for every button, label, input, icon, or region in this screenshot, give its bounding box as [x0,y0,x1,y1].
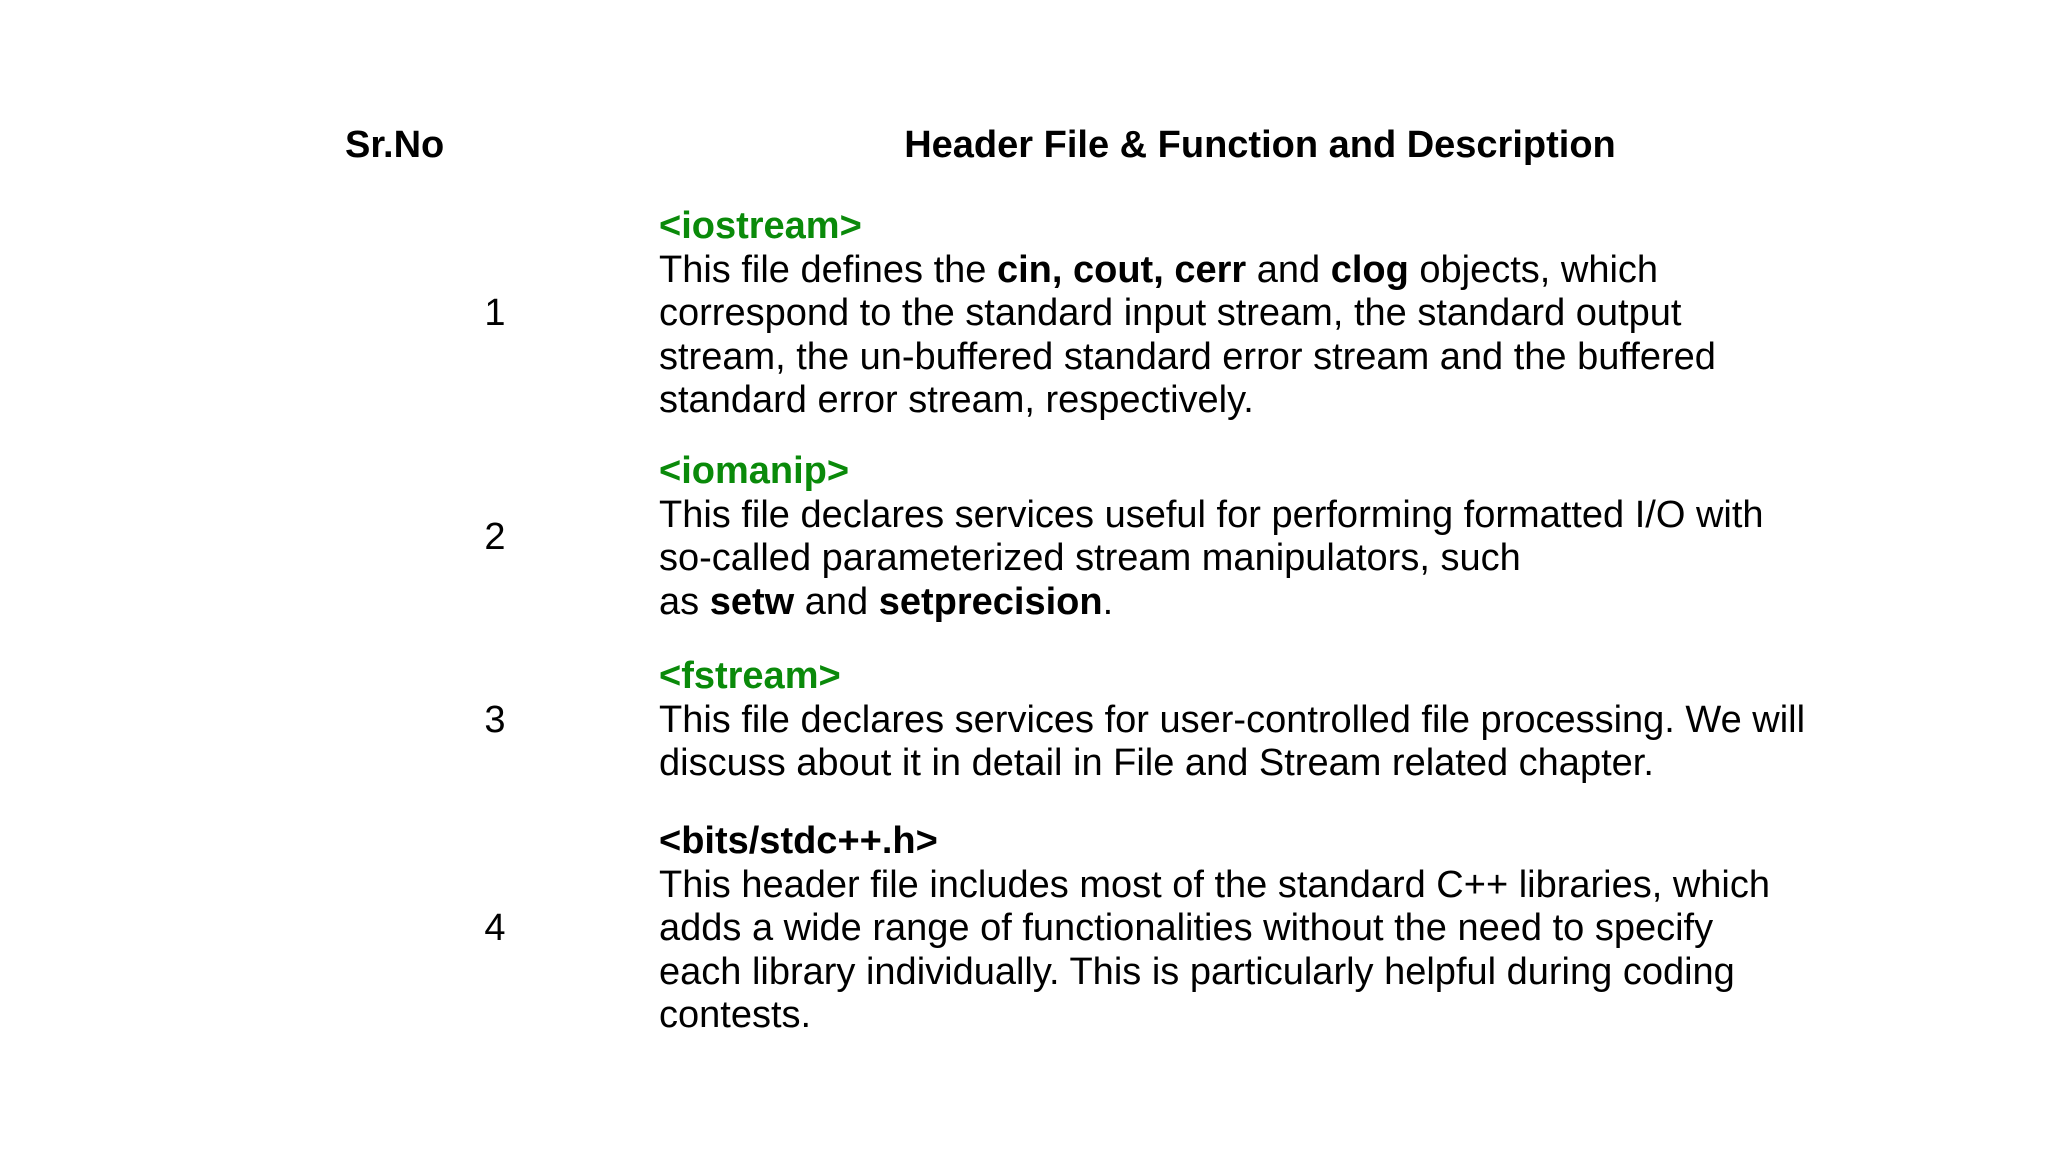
text-run: as [659,580,710,623]
description-line [659,379,1959,423]
text-run: . [1102,580,1114,623]
text-run: and [794,580,879,623]
text-run: discuss about it in detail in File and Stream related chapter. [659,742,1654,784]
header-file-name: <iomanip> [659,450,850,492]
bold-term: cin, cout, cerr [996,248,1247,291]
description-line [659,249,1959,293]
bold-term: clog [1330,248,1409,291]
row-number: 3 [484,699,506,741]
description-line [659,537,1959,581]
description-line [659,907,1959,951]
text-run: correspond to the standard input stream, the standard output [659,292,1682,334]
row-description-text [659,249,1959,423]
bold-term: setw [709,580,795,623]
text-run: This file declares services useful for performing formatted I/O with [659,493,1764,536]
row-description [659,820,1959,1038]
column-header-description: Header File & Function and Description [904,124,1616,166]
text-run: and [1246,248,1331,291]
text-run: contests. [659,994,812,1036]
bold-term: setprecision [878,580,1103,623]
description-line [659,336,1959,380]
description-line [659,494,1959,538]
text-run: stream, the un-buffered standard error stream and the buffered [659,335,1716,378]
text-run: This header file includes most of the standard C++ libraries, which [659,863,1770,906]
header-file-name: <bits/stdc++.h> [659,820,938,862]
description-line [659,994,1959,1038]
text-run: so-called parameterized stream manipulators, such [659,537,1521,579]
column-header-srno: Sr.No [345,124,445,166]
row-description [659,655,1959,786]
row-description-text [659,494,1959,625]
header-file-name: <iostream> [659,205,862,247]
description-line [659,864,1959,908]
header-file-name: <fstream> [659,655,841,697]
text-run: adds a wide range of functionalities without the need to specify [659,907,1714,949]
text-run: each library individually. This is particularly helpful during coding [659,950,1735,993]
row-number: 2 [484,516,506,558]
text-run: This file declares services for user-controlled file processing. We will [659,698,1806,741]
text-run: This file defines the [659,248,997,291]
text-run: objects, which [1408,248,1659,291]
description-line [659,581,1959,625]
row-number: 1 [484,292,506,334]
row-description-text [659,699,1959,786]
description-line [659,742,1959,786]
row-description-text [659,864,1959,1038]
description-line [659,292,1959,336]
text-run: standard error stream, respectively. [659,379,1254,421]
description-line [659,699,1959,743]
row-description [659,450,1959,624]
row-number: 4 [484,907,506,949]
row-description [659,205,1959,423]
description-line [659,951,1959,995]
